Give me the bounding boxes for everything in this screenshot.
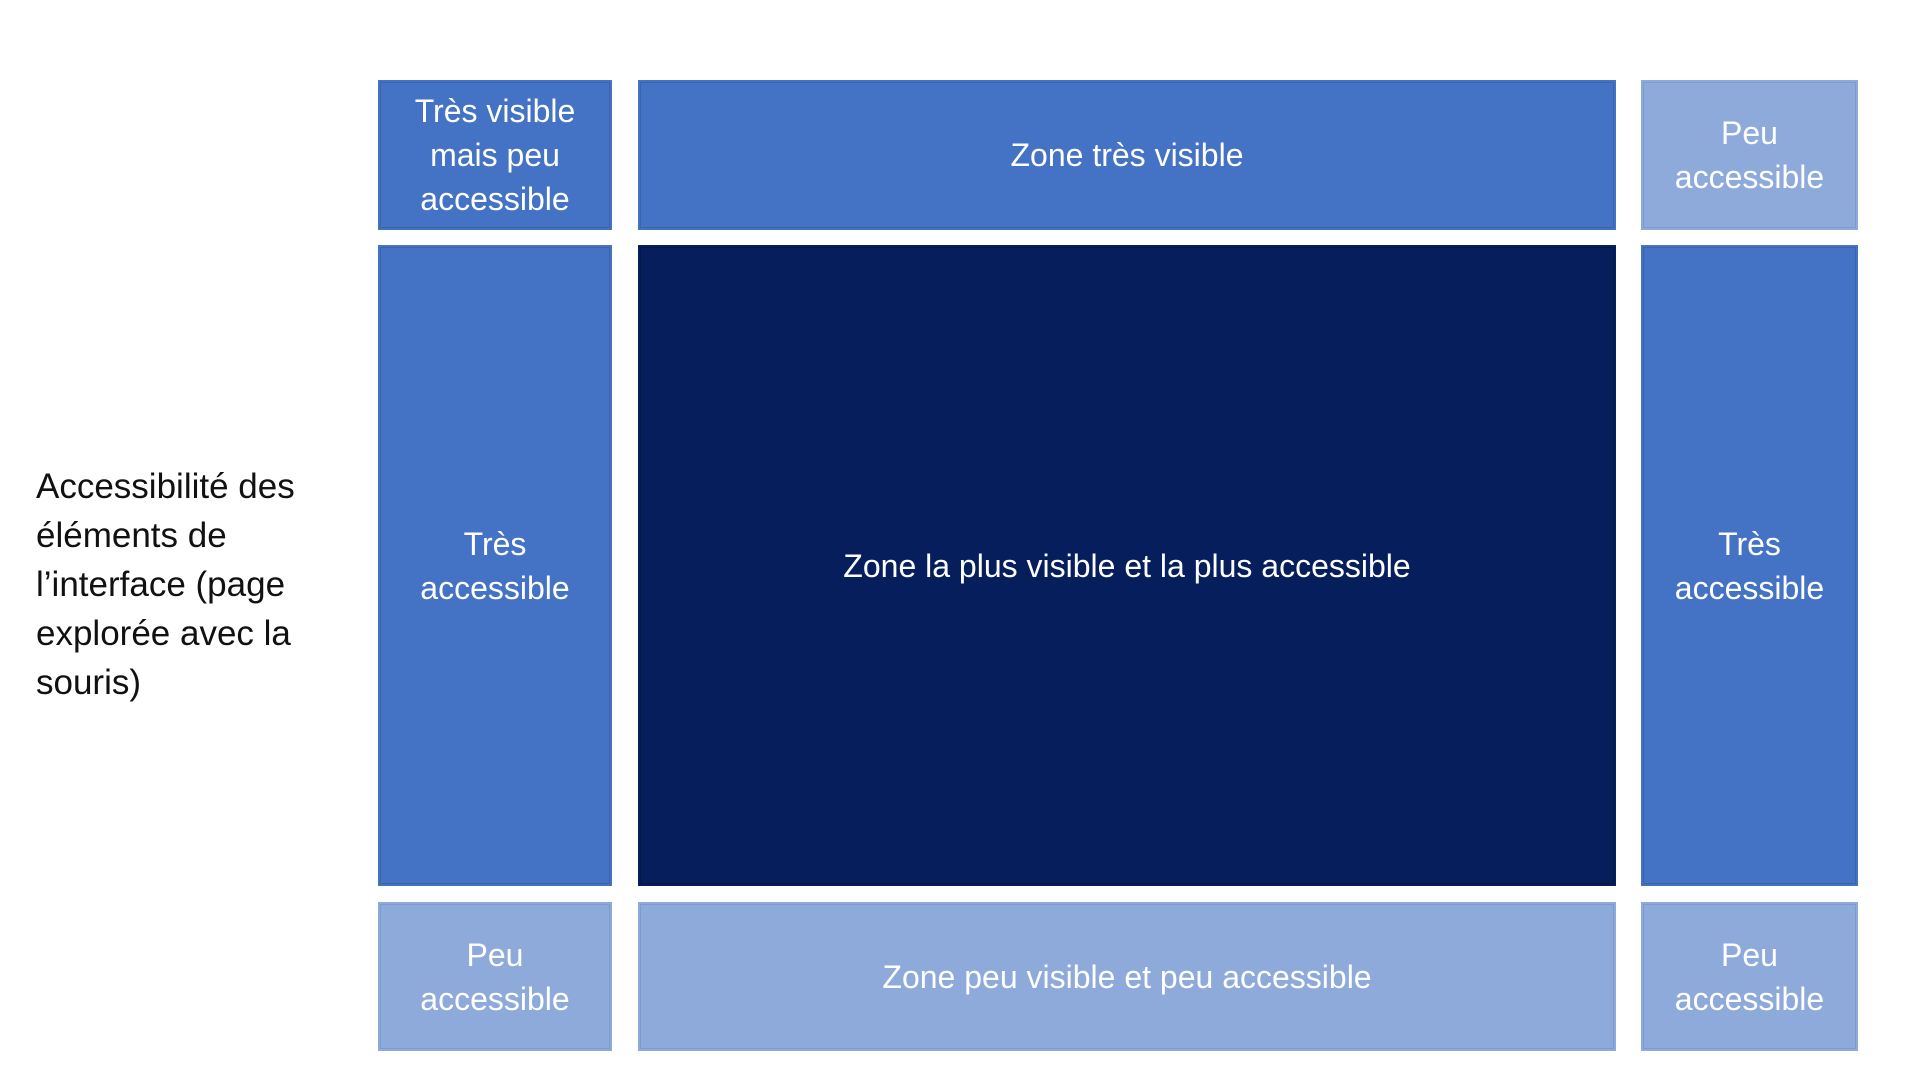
zone-bottom-center-label: Zone peu visible et peu accessible [882,958,1372,995]
zone-middle-left [378,245,612,886]
zone-middle-center [638,245,1616,886]
zone-top-center-label: Zone très visible [1010,137,1244,173]
zone-middle-right [1641,245,1858,886]
diagram-caption: Accessibilité des éléments de l’interface (page explorée avec la souris) [36,467,295,702]
zone-bottom-center [638,902,1616,1051]
zone-middle-right-label: Très accessible [1674,525,1825,606]
zone-top-right [1641,80,1858,230]
zone-middle-center-label: Zone la plus visible et la plus accessible [843,547,1411,584]
zone-top-right-label: Peu accessible [1674,115,1825,195]
zone-bottom-right-label: Peu accessible [1674,936,1825,1017]
zone-top-left-label: Très visible mais peu accessible [414,93,576,217]
zone-bottom-right [1641,902,1858,1051]
zone-bottom-left [378,902,612,1051]
zone-bottom-left-label: Peu accessible [420,936,570,1017]
zone-top-left [378,80,612,230]
zone-top-center [638,80,1616,230]
zone-middle-left-label: Très accessible [420,525,570,606]
